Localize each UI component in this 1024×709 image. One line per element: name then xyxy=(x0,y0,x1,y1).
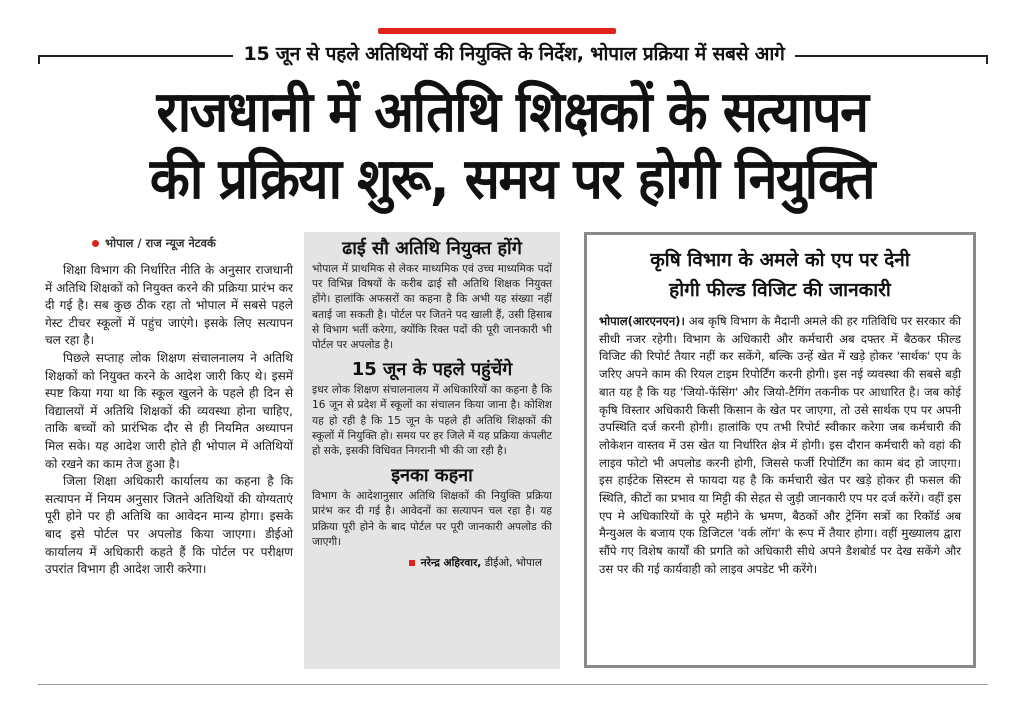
box-dateline: भोपाल(आरएनएन)। xyxy=(599,314,685,328)
main-story-column xyxy=(45,262,293,579)
sidebar-heading-2: 15 जून के पहले पहुंचेंगे xyxy=(351,359,513,381)
kicker-text: 15 जून से पहले अतिथियों की नियुक्ति के निर्देश, भोपाल प्रक्रिया में सबसे आगे xyxy=(233,43,794,65)
box-story-body xyxy=(599,313,961,579)
box-heading-line-2: होगी फील्ड विजिट की जानकारी xyxy=(669,279,891,301)
byline xyxy=(92,236,216,251)
main-headline xyxy=(40,79,984,213)
signature-name: नरेन्द्र अहिरवार, xyxy=(420,557,482,570)
square-bullet-icon xyxy=(409,560,415,566)
box-heading-line-1: कृषि विभाग के अमले को एप पर देनी xyxy=(650,249,910,271)
sidebar-text-3: विभाग के आदेशानुसार अतिथि शिक्षकों की नियुक्ति प्रक्रिया प्रारंभ कर दी गई है। आवेदनों का सत्यापन चल रहा है। यह प्रक्रिया पूरी होने के बाद पोर्टल पर पूरी जानकारी अपलोड की जाएगी। xyxy=(312,490,552,548)
story-paragraph: पिछले सप्ताह लोक शिक्षण संचालनालय ने अतिथि शिक्षकों को नियुक्त करने के आदेश जारी किए थे। इसमें स्पष्ट किया गया था कि स्कूल खुलने के पहले ही दिन से विद्यालयों में अतिथि शिक्षकों की व्यवस्था होना चाहिए, ताकि बच्चों को प्रारंभिक दौर से ही नियमित अध्यापन मिल सके। यह आदेश जारी होते ही भोपाल में अतिथियों को रखने का काम तेज हुआ है। xyxy=(45,350,293,471)
frame-right-tick xyxy=(986,56,988,64)
kicker-headline xyxy=(60,40,968,66)
sidebar-heading-1: ढाई सौ अतिथि नियुक्त होंगे xyxy=(342,238,522,259)
quote-signature xyxy=(312,556,552,570)
signature-role: डीईओ, भोपाल xyxy=(481,557,542,570)
boxed-story xyxy=(584,232,976,668)
story-paragraph: जिला शिक्षा अधिकारी कार्यालय का कहना है कि सत्यापन में नियम अनुसार जितने अतिथियों की योग्यताएं पूरी होने पर ही अतिथि का आवेदन मान्य होगा। इसके बाद इसे पोर्टल पर अपलोड किया जाएगा। डीईओ कार्यालय में अधिकारी कहते हैं कि पोर्टल पर परीक्षण उपरांत विभाग ही आदेश जारी करेगा। xyxy=(45,474,293,577)
box-story-text: अब कृषि विभाग के मैदानी अमले की हर गतिविधि पर सरकार की सीधी नजर रहेगी। विभाग के अधिकारी और कर्मचारी अब दफ्तर में बैठकर फील्ड विजिट की रिपोर्ट तैयार नहीं कर सकेंगे, बल्कि उन्हें खेत में खड़े होकर 'सार्थक' एप के जरिए अपने काम की रियल टाइम रिपोर्टिंग करनी होगी। इस नई व्यवस्था की सबसे बड़ी बात यह है कि यह 'जियो-फेंसिंग' और जियो-टैगिंग तकनीक पर आधारित है। जब कोई कृषि विस्तार अधिकारी किसी किसान के खेत पर जाएगा, तो उसे सार्थक एप पर अपनी उपस्थिति दर्ज करनी होगी। हालांकि एप तभी रिपोर्ट स्वीकार करेगा जब कर्मचारी की लोकेशन वास्तव में उस खेत या निर्धारित क्षेत्र में होगी। इस दौरान कर्मचारी को वहां की लाइव फोटो भी अपलोड करनी होगी, जिससे फर्जी रिपोर्टिंग का काम बंद हो जाएगा। इस हाईटेक सिस्टम से फायदा यह है कि कर्मचारी खेत पर खड़े होकर ही फसल की स्थिति, कीटों का प्रभाव या मिट्टी की सेहत से जुड़ी जानकारी एप पर दर्ज करेंगे। वहीं इस एप मे अधिकारियों के पूरे महीने के भ्रमण, बैठकों और ट्रेनिंग सत्रों का रिकॉर्ड अब मैन्युअल के बजाय एक डिजिटल 'वर्क लॉग' के रूप में तैयार होगा। वहीं मुख्यालय द्वारा सौंपे गए विशेष कार्यों की प्रगति को अधिकारी सीधे अपने डैशबोर्ड पर देख सकेंगे और उस पर की गई कार्यवाही को लाइव अपडेट भी करेंगे। xyxy=(599,314,961,576)
box-heading xyxy=(599,245,961,305)
bullet-dot-icon xyxy=(92,240,99,247)
bottom-rule xyxy=(38,684,988,685)
sidebar-text-2: इधर लोक शिक्षण संचालनालय में अधिकारियों का कहना है कि 16 जून से प्रदेश में स्कूलों का संचालन किया जाना है। कोशिश यह हो रही है कि 15 जून के पहले ही अतिथि शिक्षकों की स्कूलों में नियुक्ति हो। समय पर हर जिले में यह प्रक्रिया कंपलीट हो सके, इसकी विधिवत निगरानी भी की जा रही है। xyxy=(312,384,552,458)
frame-left-tick xyxy=(38,56,40,64)
headline-line-2: की प्रक्रिया शुरू, समय पर होगी नियुक्ति xyxy=(149,147,875,212)
sidebar-column xyxy=(304,232,560,669)
headline-line-1: राजधानी में अतिथि शिक्षकों के सत्यापन xyxy=(156,80,868,145)
sidebar-text-1: भोपाल में प्राथमिक से लेकर माध्यमिक एवं उच्च माध्यमिक पदों पर विभिन्न विषयों के करीब ढाई सौ अतिथि शिक्षक नियुक्त होंगे। हालांकि अफसरों का कहना है कि अभी यह संख्या नहीं बताई जा सकती है। पोर्टल पर जितने पद खाली हैं, उसी हिसाब से विभाग भर्ती करेगा, क्योंकि रिक्त पदों की पूरी जानकारी भी पोर्टल पर अपलोड है। xyxy=(312,263,552,352)
sidebar-heading-3: इनका कहना xyxy=(391,465,473,487)
top-accent-bar xyxy=(378,28,616,34)
byline-text: भोपाल / राज न्यूज नेटवर्क xyxy=(105,236,216,250)
story-paragraph: शिक्षा विभाग की निर्धारित नीति के अनुसार राजधानी में अतिथि शिक्षकों को नियुक्त करने की प्रक्रिया प्रारंभ कर दी गई है। सब कुछ ठीक रहा तो भोपाल में सबसे पहले गेस्ट टीचर स्कूलों में पहुंच जाएंगे। इसके लिए सत्यापन चल रहा है। xyxy=(45,263,293,348)
